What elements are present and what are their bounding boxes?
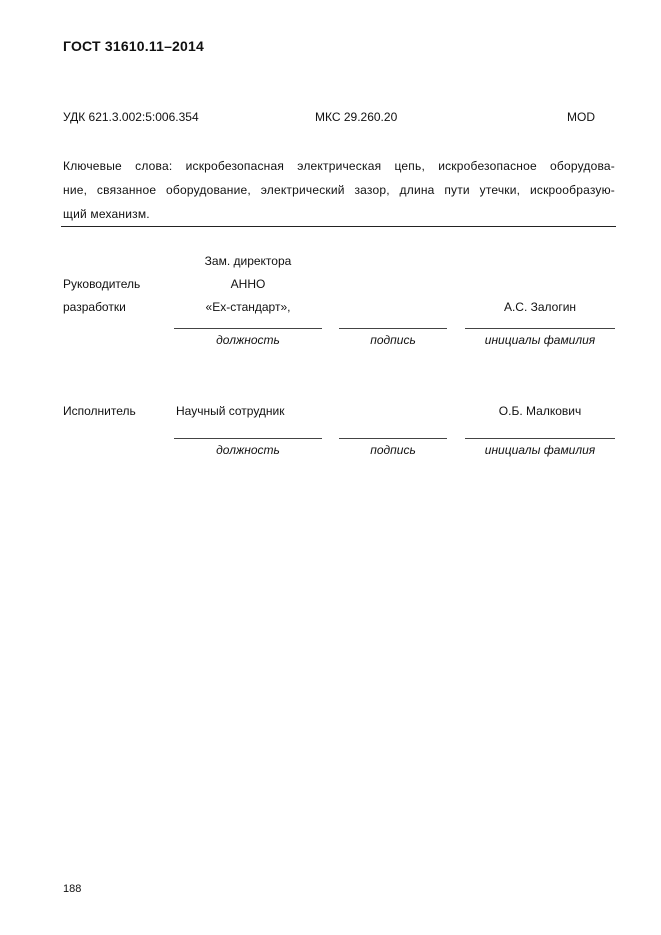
executor-name-line xyxy=(465,438,615,439)
caption-initials: инициалы фамилия xyxy=(484,443,596,457)
page-number: 188 xyxy=(63,883,82,895)
keywords-line: Ключевые слова: искробезопасная электрическая цепь, искробезопасное оборудова- xyxy=(63,159,615,173)
keywords-paragraph xyxy=(63,154,615,226)
manager-role-line2: разработки xyxy=(63,300,126,314)
keywords-line: щий механизм. xyxy=(63,207,150,221)
manager-position-line xyxy=(174,328,322,329)
caption-position: должность xyxy=(216,333,280,347)
caption-initials: инициалы фамилия xyxy=(484,333,596,347)
keywords-line: ние, связанное оборудование, электрический зазор, длина пути утечки, искрообразую- xyxy=(63,183,615,197)
separator-line xyxy=(61,226,616,227)
executor-position: Научный сотрудник xyxy=(176,404,285,418)
mks-code: МКС 29.260.20 xyxy=(315,110,398,124)
udk-code: УДК 621.3.002:5:006.354 xyxy=(63,110,199,124)
document-title: ГОСТ 31610.11–2014 xyxy=(63,38,204,54)
executor-signature-line xyxy=(339,438,447,439)
manager-signature-line xyxy=(339,328,447,329)
manager-position-line2: АННО xyxy=(230,277,266,291)
caption-position: должность xyxy=(216,443,280,457)
manager-position-line1: Зам. директора xyxy=(204,254,292,268)
manager-name: А.С. Залогин xyxy=(503,300,577,314)
executor-name: О.Б. Малкович xyxy=(498,404,582,418)
manager-role-line1: Руководитель xyxy=(63,277,141,291)
executor-position-line xyxy=(174,438,322,439)
caption-signature: подпись xyxy=(370,333,416,347)
manager-position-line3: «Ех-стандарт», xyxy=(205,300,291,314)
mod-code: MOD xyxy=(567,110,595,124)
caption-signature: подпись xyxy=(370,443,416,457)
executor-role: Исполнитель xyxy=(63,404,136,418)
manager-name-line xyxy=(465,328,615,329)
